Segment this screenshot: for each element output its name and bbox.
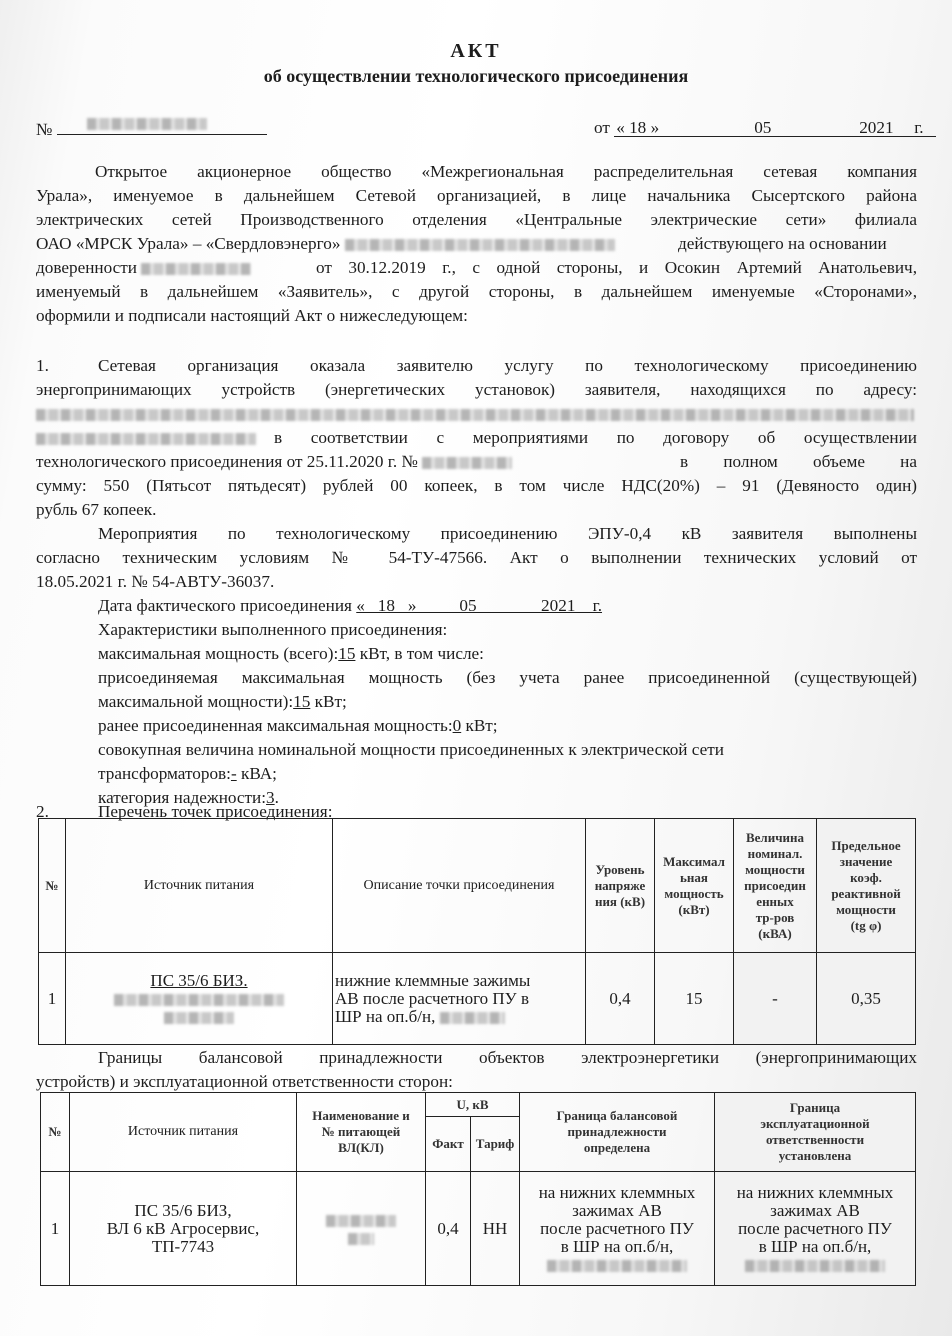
header-line: установлена [778,1148,852,1163]
col-balance [520,1093,715,1172]
header-line: ьная [680,869,708,885]
act-number-redacted [57,118,267,135]
header-line: Граница [789,1100,841,1115]
table-row [41,1172,916,1286]
header-line: реактивной [831,885,901,901]
operation-line: в ШР на оп.б/н, [758,1236,872,1256]
table-header-row [39,819,916,953]
col-description: Описание точки присоединения [333,819,586,953]
redacted-contract-number [422,457,512,469]
balance-line: зажимах АВ [572,1200,662,1220]
date-month: 05 [754,118,772,137]
description-line: АВ после расчетного ПУ в [335,988,529,1008]
section-1-line: в полном объеме на [680,452,917,471]
header-line: эксплуатационной [760,1116,870,1131]
col-max-power [655,819,734,953]
source-line: ТП-7743 [151,1236,215,1256]
cell-nominal: - [734,953,817,1045]
connected-power-label: присоединяемая максимальная мощность (без учета ранее присоединенной (существующей) [98,668,917,687]
intro-line: действующего на основании [678,234,887,253]
header-line: коэф. [850,869,882,885]
balance-line: на нижних клеммных [538,1182,696,1202]
intro-line: от 30.12.2019 г., с одной стороны, и Осокин Артемий Анатольевич, [316,258,917,277]
header-line: ния (кВ) [594,893,646,909]
redacted-address-2 [36,426,256,450]
col-no: № [41,1093,70,1172]
characteristics-title: Характеристики выполненного присоединения: [98,620,448,639]
header-line: Уровень [595,861,645,877]
operation-line: на нижних клеммных [736,1182,894,1202]
section-1-number: 1. [36,356,49,375]
source-line: ВЛ 6 кВ Агросервис, [106,1218,260,1238]
col-line-name [297,1093,426,1172]
actual-date-label: Дата фактического присоединения [98,596,352,615]
col-u-kv: U, кВ [426,1093,520,1117]
section-1-line: сумму: 550 (Пятьсот пятьдесят) рублей 00 копеек, в том числе НДС(20%) – 91 (Девяносто один) [36,476,917,495]
col-operation [715,1093,916,1172]
section-1-line: рубль 67 копеек. [36,500,157,519]
max-power-value: 15 [338,644,356,663]
header-line: принадлежности [567,1124,667,1139]
date-year: 2021 [859,118,894,137]
date-prefix: от [594,118,610,137]
cell-balance [520,1172,715,1286]
redacted-power-of-attorney [141,263,251,275]
redacted-line [326,1215,396,1227]
section-1-line: в соответствии с мероприятиями по договору об осуществлении [274,428,917,447]
date-suffix: г. [914,118,924,137]
col-fact: Факт [426,1117,471,1172]
col-tariff: Тариф [471,1117,520,1172]
reliability-suffix: . [274,788,279,807]
transformers-label: совокупная величина номинальной мощности присоединенных к электрической сети [98,740,724,759]
cell-voltage: 0,4 [586,953,655,1045]
intro-text: ОАО «МРСК Урала» – «Свердловэнерго» [36,234,341,253]
col-source: Источник питания [70,1093,297,1172]
header-line: ответственности [765,1132,865,1147]
description-line: нижние клеммные зажимы [335,970,531,990]
description-line: ШР на оп.б/н, [335,1006,436,1026]
reliability-value: 3 [266,788,275,807]
table-header-row [41,1093,916,1117]
contract-text: технологического присоединения от 25.11.2020 г. № [36,452,418,471]
intro-line: Урала», именуемое в дальнейшем Сетевой организацией, в лице начальника Сысертского района [36,186,917,205]
header-line: мощности [745,861,805,877]
section-1-line: Сетевая организация оказала заявителю услугу по технологическому присоединению [98,356,917,375]
col-nominal [734,819,817,953]
operation-line: зажимах АВ [770,1200,860,1220]
act-number [36,118,267,142]
redacted-name [345,239,615,251]
transformers-label-2: трансформаторов: [98,764,231,783]
intro-line: оформили и подписали настоящий Акт о нижеследующем: [36,306,468,325]
previous-power-suffix: кВт; [465,716,498,735]
connected-power-suffix: кВт; [314,692,347,711]
reliability-label: категория надежности: [98,788,267,807]
measures-line: 18.05.2021 г. № 54-АВТУ-36037. [36,572,275,591]
header-line: тр-ров [755,909,795,925]
date-day: « 18 » [616,118,660,137]
header-line: № питающей [321,1124,401,1139]
redacted-address [36,402,914,426]
max-power [98,642,484,666]
intro-line: именуемый в дальнейшем «Заявитель», с другой стороны, в дальнейшем именуемые «Сторонами», [36,282,917,301]
cell-tariff: НН [471,1172,520,1286]
measures-line: согласно техническим условиям № 54-ТУ-47566. Акт о выполнении технических условий от [36,548,917,567]
redacted-line [440,1012,505,1024]
cell-description [333,953,586,1045]
cell-max-power: 15 [655,953,734,1045]
cell-source [70,1172,297,1286]
header-line: номинал. [747,845,803,861]
redacted-line [348,1233,374,1245]
document-subtitle: об осуществлении технологического присоединения [263,66,689,86]
boundaries-line: Границы балансовой принадлежности объектов электроэнергетики (энергопринимающих [98,1048,917,1067]
balance-line: после расчетного ПУ [540,1218,694,1238]
transformers-suffix: кВА; [240,764,277,783]
intro-text: доверенности [36,258,137,277]
previous-power-value: 0 [452,716,462,735]
previous-power [98,714,498,738]
cell-operation [715,1172,916,1286]
boundaries-table [40,1092,916,1286]
max-power-label: максимальная мощность (всего): [98,644,339,663]
header-line: Предельное [831,837,901,853]
header-line: (tg φ) [850,917,882,933]
section-1-line [36,450,512,474]
cell-source [66,953,333,1045]
cell-no: 1 [41,1172,70,1286]
connected-power-value: 15 [293,692,311,711]
document-title: АКТ [450,40,502,62]
header-line: значение [839,853,893,869]
section-2-title: Перечень точек присоединения: [98,802,333,821]
header-line: (кВА) [758,925,792,941]
intro-line [36,256,251,280]
section-2-number: 2. [36,802,49,821]
header-line: мощность [664,885,724,901]
connected-power [98,690,347,714]
act-date [594,116,936,140]
col-voltage [586,819,655,953]
header-line: определена [583,1140,651,1155]
intro-line: электрических сетей Производственного отделения «Центральные электрические сети» филиала [36,210,917,229]
transformers [98,762,277,786]
boundaries-line: устройств) и эксплуатационной ответственности сторон: [36,1072,453,1091]
col-no: № [39,819,66,953]
intro-line: Открытое акционерное общество «Межрегиональная распределительная сетевая компания [95,162,917,181]
section-1-line: энергопринимающих устройств (энергетических установок) заявителя, находящихся по адресу: [36,380,917,399]
previous-power-label: ранее присоединенная максимальная мощность: [98,716,453,735]
cell-no: 1 [39,953,66,1045]
header-line: (кВт) [678,901,710,917]
redacted-line [745,1260,885,1272]
redacted-line [547,1260,687,1272]
header-line: Максимал [663,853,725,869]
operation-line: после расчетного ПУ [738,1218,892,1238]
intro-line [36,232,615,256]
transformers-value: - [230,764,237,783]
source-line: ПС 35/6 БИЗ, [134,1200,232,1220]
header-line: присоедин [744,877,806,893]
header-line: Наименование и [312,1108,410,1123]
cell-tg: 0,35 [817,953,916,1045]
table-row [39,953,916,1045]
number-label: № [36,120,53,139]
date-field [614,116,936,137]
connection-points-table [38,818,916,1045]
redacted-line [114,994,284,1006]
actual-date [98,594,602,618]
col-source: Источник питания [66,819,333,953]
cell-fact: 0,4 [426,1172,471,1286]
header-line: ВЛ(КЛ) [338,1140,384,1155]
connected-power-label-2: максимальной мощности): [98,692,294,711]
redacted-line [164,1012,234,1024]
source-text: ПС 35/6 БИЗ. [150,970,248,990]
header-line: Граница балансовой [556,1108,678,1123]
cell-line-name [297,1172,426,1286]
max-power-suffix: кВт, в том числе: [359,644,484,663]
header-line: енных [756,893,794,909]
balance-line: в ШР на оп.б/н, [560,1236,674,1256]
header-line: напряже [594,877,646,893]
header-line: мощности [836,901,896,917]
header-line: Величина [745,829,805,845]
actual-date-value: « 18 » 05 2021 г. [356,596,603,615]
measures-line: Мероприятия по технологическому присоединению ЭПУ-0,4 кВ заявителя выполнены [98,524,917,543]
col-tg [817,819,916,953]
